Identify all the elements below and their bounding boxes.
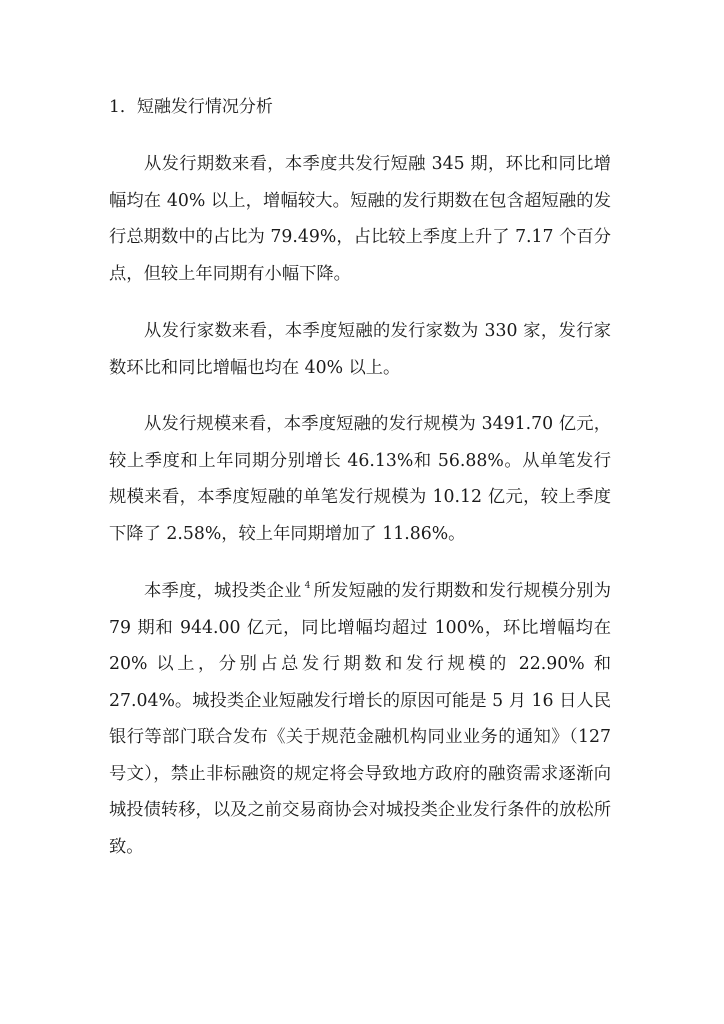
paragraph-issuance-count: 从发行期数来看，本季度共发行短融 345 期，环比和同比增幅均在 40% 以上，增幅较大。短融的发行期数在包含超短融的发行总期数中的占比为 79.49%，占比较上季度上升了 7.17 个百分点，但较上年同期有小幅下降。 (109, 154, 611, 284)
paragraph-text-before-footnote: 本季度，城投类企业 (144, 581, 302, 601)
section-heading: 1．短融发行情况分析 (109, 97, 273, 117)
paragraph-urban-investment (109, 573, 611, 865)
footnote-marker[interactable]: 4 (304, 581, 311, 591)
paragraph-issuance-scale: 从发行规模来看，本季度短融的发行规模为 3491.70 亿元，较上季度和上年同期分别增长 46.13%和 56.88%。从单笔发行规模来看，本季度短融的单笔发行规模为 10.12 亿元，较上季度下降了 2.58%，较上年同期增加了 11.86%。 (109, 414, 611, 544)
paragraph-issuer-count: 从发行家数来看，本季度短融的发行家数为 330 家，发行家数环比和同比增幅也均在 40% 以上。 (109, 321, 611, 378)
paragraph-text-after-footnote: 所发短融的发行期数和发行规模分别为 79 期和 944.00 亿元，同比增幅均超过 100%，环比增幅均在 20% 以上，分别占总发行期数和发行规模的 22.90% 和 27.04%。城投类企业短融发行增长的原因可能是 5 月 16 日人民银行等部门联合发布《关于规范金融机构同业业务的通知》（127 号文），禁止非标融资的规定将会导致地方政府的融资需求逐渐向城投债转移，以及之前交易商协会对城投类企业发行条件的放松所致。 (109, 581, 611, 857)
